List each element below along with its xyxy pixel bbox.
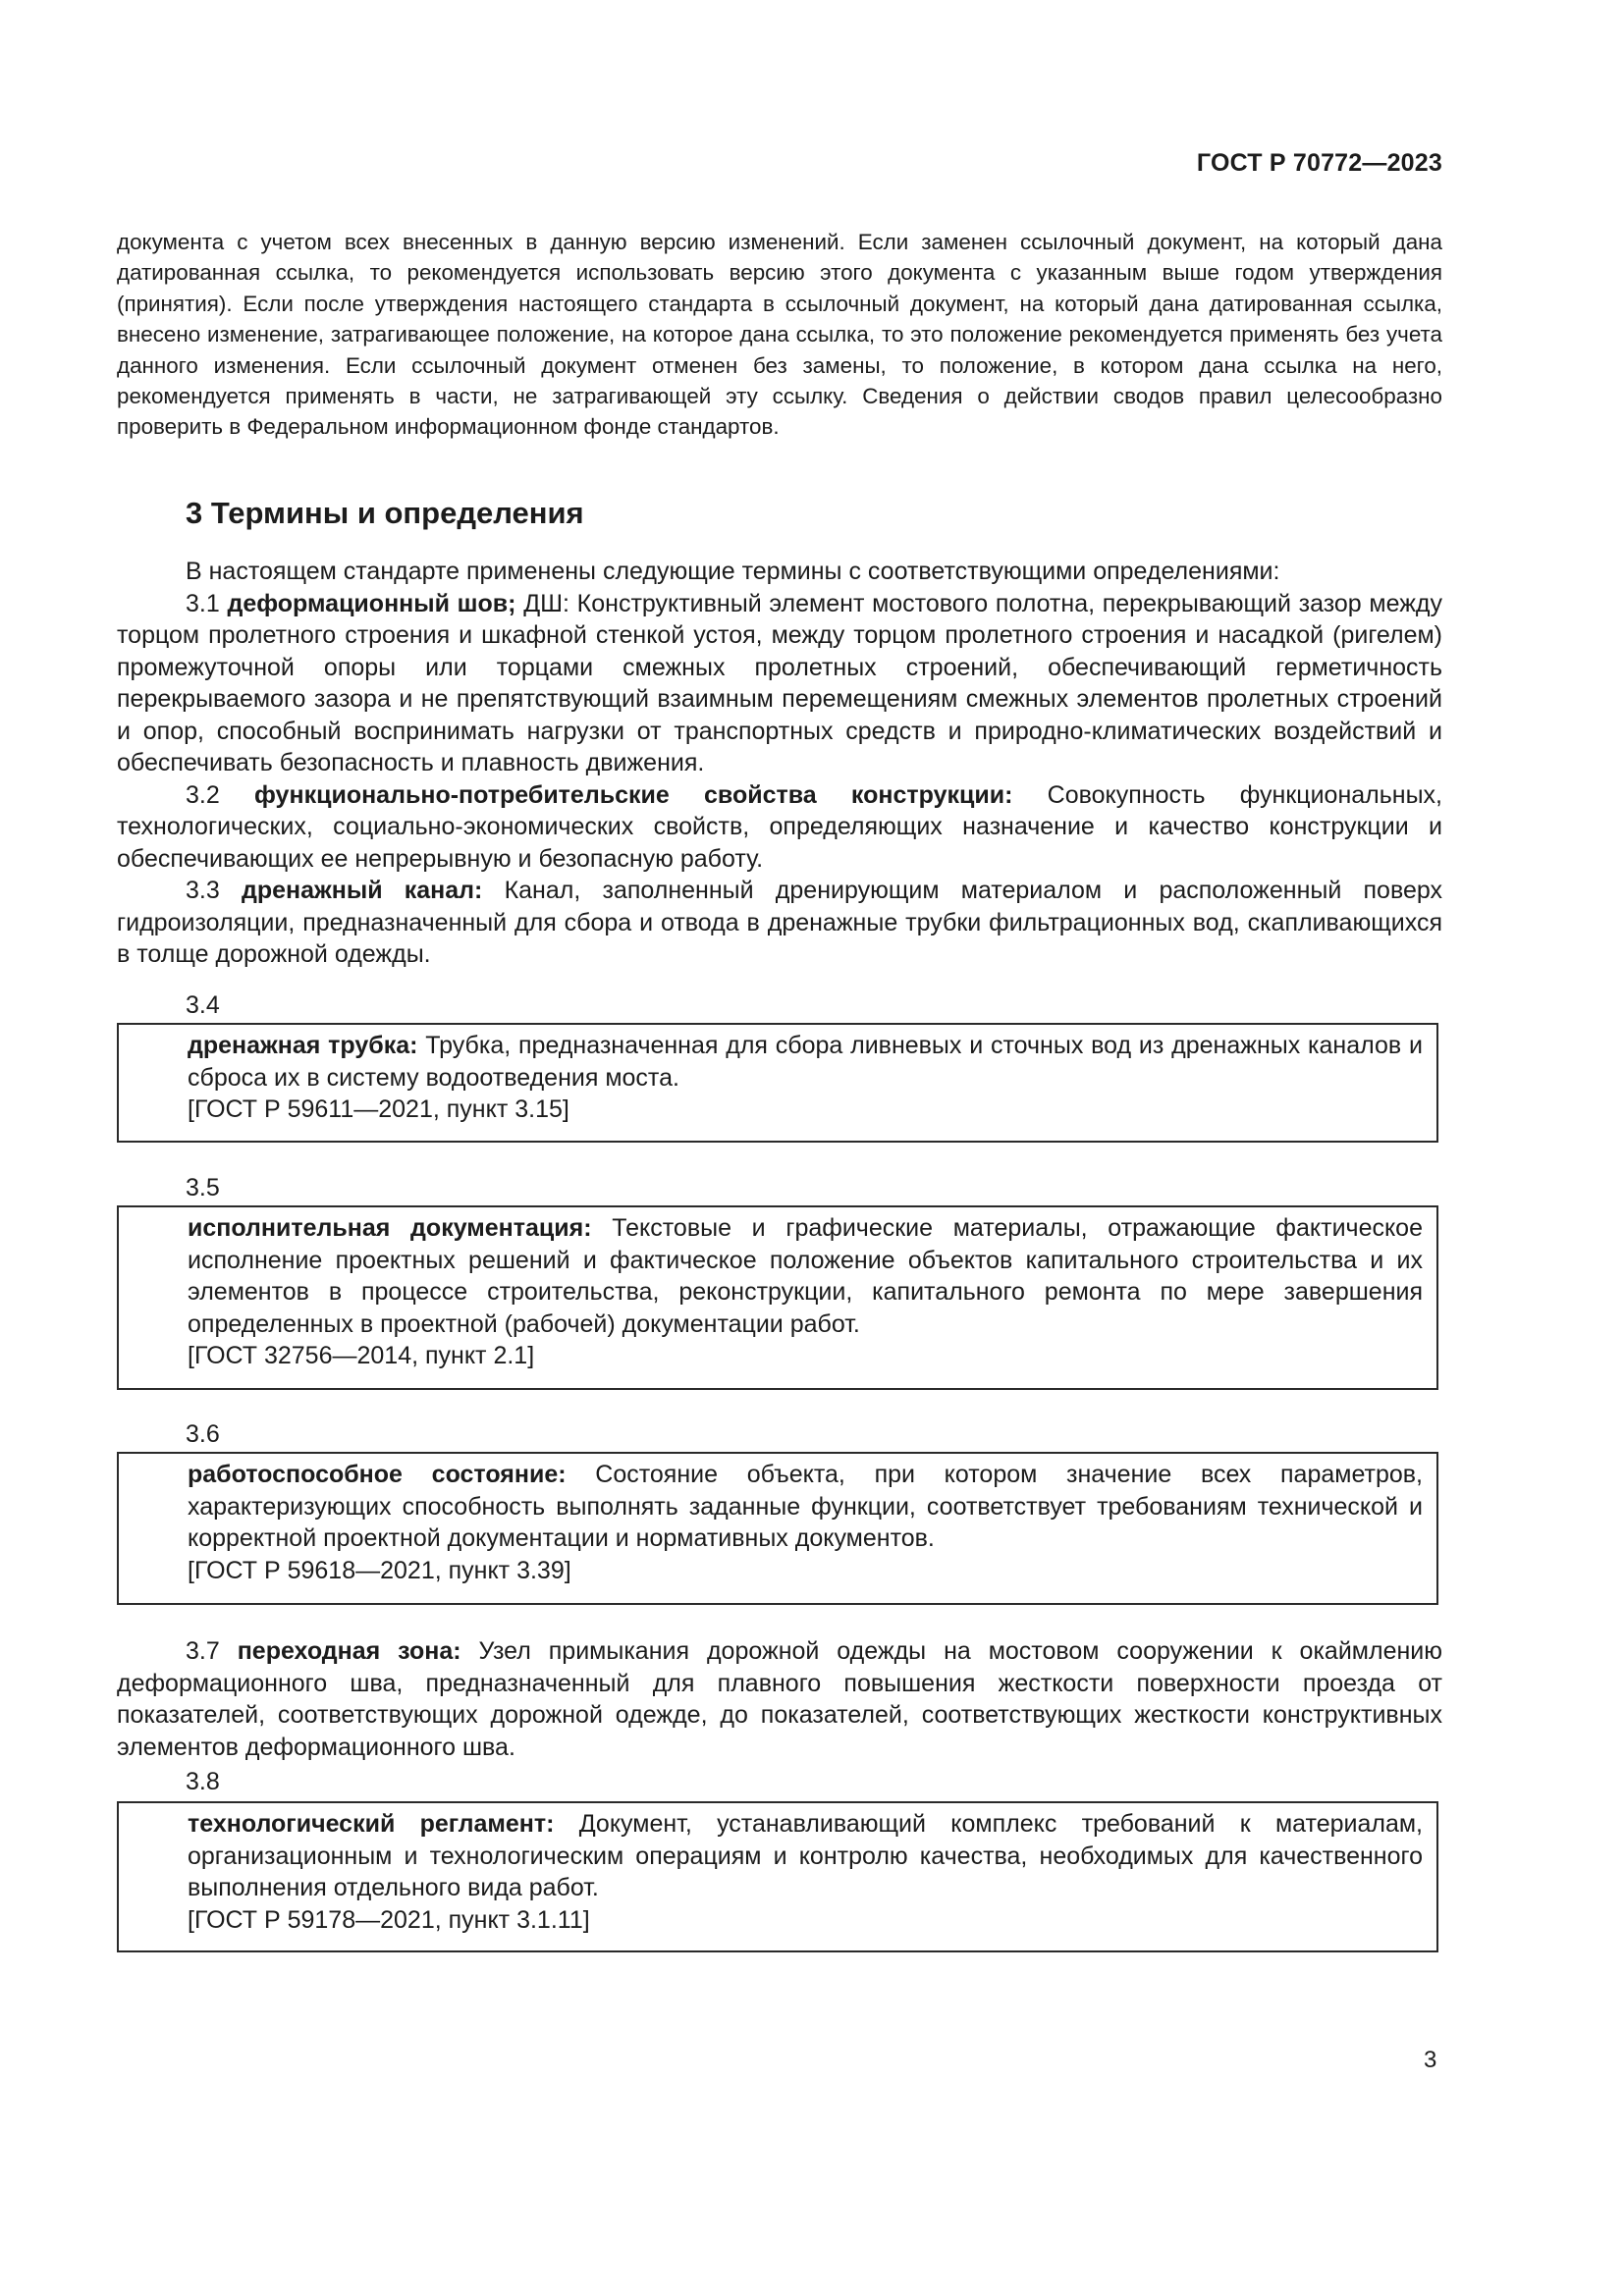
term-name: технологический регламент: (188, 1810, 555, 1838)
term-number-3-4: 3.4 (186, 991, 220, 1019)
term-name: исполнительная документация: (188, 1214, 592, 1242)
term-3-3 (117, 875, 1442, 971)
terms-block-2 (117, 1635, 1442, 1763)
term-name: переходная зона: (237, 1637, 461, 1665)
term-definition: Состояние объекта, при котором значение всех параметров, характеризующих способность выполнять заданные функции, соответствует требованиям технической и корректной проектной документации и нормативных документов. (188, 1461, 1424, 1552)
term-number-3-8: 3.8 (186, 1768, 220, 1795)
term-reference: [ГОСТ 32756—2014, пункт 2.1] (188, 1342, 535, 1369)
term-number: 3.3 (186, 877, 220, 904)
term-reference: [ГОСТ Р 59618—2021, пункт 3.39] (188, 1556, 571, 1584)
term-reference: [ГОСТ Р 59611—2021, пункт 3.15] (188, 1095, 569, 1123)
section-title: 3 Термины и определения (186, 496, 584, 530)
term-number: 3.1 (186, 589, 220, 617)
term-number-3-6: 3.6 (186, 1420, 220, 1448)
term-definition: Канал, заполненный дренирующим материалом и расположенный поверх гидроизоляции, предназначенный для сбора и отвода в дренажные трубки фильтрационных вод, скапливающихся в толще дорожной одежды. (117, 877, 1442, 968)
term-name: функционально-потребительские свойства конструкции: (254, 780, 1013, 809)
term-definition: Узел примыкания дорожной одежды на мостовом сооружении к окаймлению деформационного шва, предназначенный для плавного повышения жесткости поверхности проезда от показателей, соответствующих дорожной одежде, до показателей, соответствующих жесткости конструктивных элементов деформационного шва. (117, 1637, 1442, 1761)
term-reference: [ГОСТ Р 59178—2021, пункт 3.1.11] (188, 1905, 590, 1934)
document-code: ГОСТ Р 70772—2023 (1196, 149, 1442, 177)
term-name: работоспособное состояние: (188, 1461, 567, 1488)
term-name: дренажная трубка: (188, 1032, 418, 1059)
intro-paragraph: документа с учетом всех внесенных в данную версию изменений. Если заменен ссылочный документ, на который дана датированная ссылка, то рекомендуется использовать версию этого документа с указанным выше годом утверждения (принятия). Если после утверждения настоящего стандарта в ссылочный документ, на который дана датированная ссылка, внесено изменение, затрагивающее положение, на которое дана ссылка, то это положение рекомендуется применять без учета данного изменения. Если ссылочный документ отменен без замены, то положение, в котором дана ссылка на него, рекомендуется применять в части, не затрагивающей эту ссылку. Сведения о действии сводов правил целесообразно проверить в Федеральном информационном фонде стандартов. (117, 230, 1442, 440)
term-definition: ДШ: Конструктивный элемент мостового полотна, перекрывающий зазор между торцом пролетного строения и шкафной стенкой устоя, между торцом пролетного строения и насадкой (ригелем) промежуточной опоры или торцами смежных пролетных строений, обеспечивающий герметичность перекрываемого зазора и не препятствующий взаимным перемещениям смежных элементов пролетных строений и опор, способный воспринимать нагрузки от транспортных средств и природно-климатических воздействий и обеспечивать безопасность и плавность движения. (117, 589, 1443, 776)
section-lead: В настоящем стандарте применены следующие термины с соответствующими определениями: (186, 558, 1280, 585)
term-3-1 (117, 588, 1442, 779)
term-box-3-6 (117, 1452, 1438, 1605)
term-definition: Текстовые и графические материалы, отражающие фактическое исполнение проектных решений и фактическое положение объектов капитального строительства и их элементов в процессе строительства, реконструкции, капитального ремонта по мере завершения определенных в проектной (рабочей) документации работ. (188, 1214, 1423, 1338)
term-number: 3.7 (186, 1637, 220, 1665)
term-3-2 (117, 779, 1442, 876)
term-3-7 (117, 1635, 1442, 1763)
page-number: 3 (1424, 2047, 1437, 2073)
term-box-3-8 (117, 1801, 1438, 1952)
term-definition: Документ, устанавливающий комплекс требований к материалам, организационным и технологическим операциям и контролю качества, необходимых для качественного выполнения отдельного вида работ. (188, 1810, 1423, 1901)
term-name: деформационный шов; (227, 589, 516, 617)
terms-block-1 (117, 556, 1442, 971)
term-box-3-5 (117, 1205, 1438, 1390)
term-definition: Совокупность функциональных, технологических, социально-экономических свойств, определяющих назначение и качество конструкции и обеспечивающих ее непрерывную и безопасную работу. (117, 780, 1442, 873)
term-definition: Трубка, предназначенная для сбора ливневых и сточных вод из дренажных каналов и сброса их в систему водоотведения моста. (188, 1032, 1423, 1092)
term-box-3-4 (117, 1023, 1438, 1143)
term-number: 3.2 (186, 780, 220, 809)
term-name: дренажный канал: (241, 877, 483, 904)
term-number-3-5: 3.5 (186, 1174, 220, 1201)
